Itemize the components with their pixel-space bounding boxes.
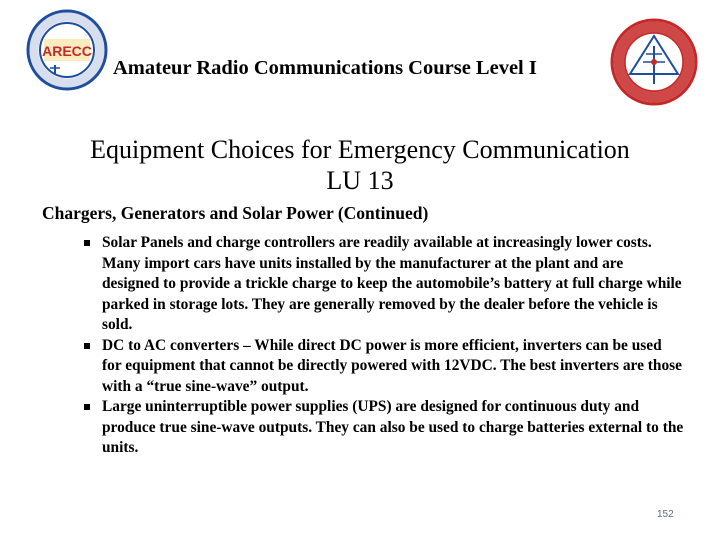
slide-title: Equipment Choices for Emergency Communication (90, 135, 630, 164)
square-bullet-icon (84, 240, 90, 246)
square-bullet-icon (84, 343, 90, 349)
square-bullet-icon (84, 404, 90, 410)
arecc-logo-icon (26, 9, 108, 91)
page-number: 152 (657, 509, 674, 520)
course-title: Amateur Radio Communications Course Level I (113, 57, 537, 79)
bullet-item (84, 397, 684, 459)
bullet-text: Large uninterruptible power supplies (UPS) are designed for continuous duty and produce true sine-wave outputs. They can also be used to charge batteries external to the units. (102, 398, 684, 456)
slide-subtitle: LU 13 (326, 166, 394, 195)
svg-text:ARECC: ARECC (42, 43, 92, 59)
bullet-item (84, 233, 684, 336)
bullet-list (84, 233, 684, 459)
ares-logo-icon (610, 18, 698, 106)
section-heading: Chargers, Generators and Solar Power (Continued) (42, 203, 429, 223)
bullet-text: Solar Panels and charge controllers are readily available at increasingly lower costs. Many import cars have units installed by the manufacturer at the plant and are designed to provide a trickle charge to keep the automobile’s battery at full charge while parked in storage lots. They are generally removed by the dealer before the vehicle is sold. (102, 234, 682, 333)
bullet-text: DC to AC converters – While direct DC power is more efficient, inverters can be used for equipment that cannot be directly powered with 12VDC. The best inverters are those with a “true sine-wave” output. (102, 336, 682, 395)
bullet-item (84, 336, 684, 398)
